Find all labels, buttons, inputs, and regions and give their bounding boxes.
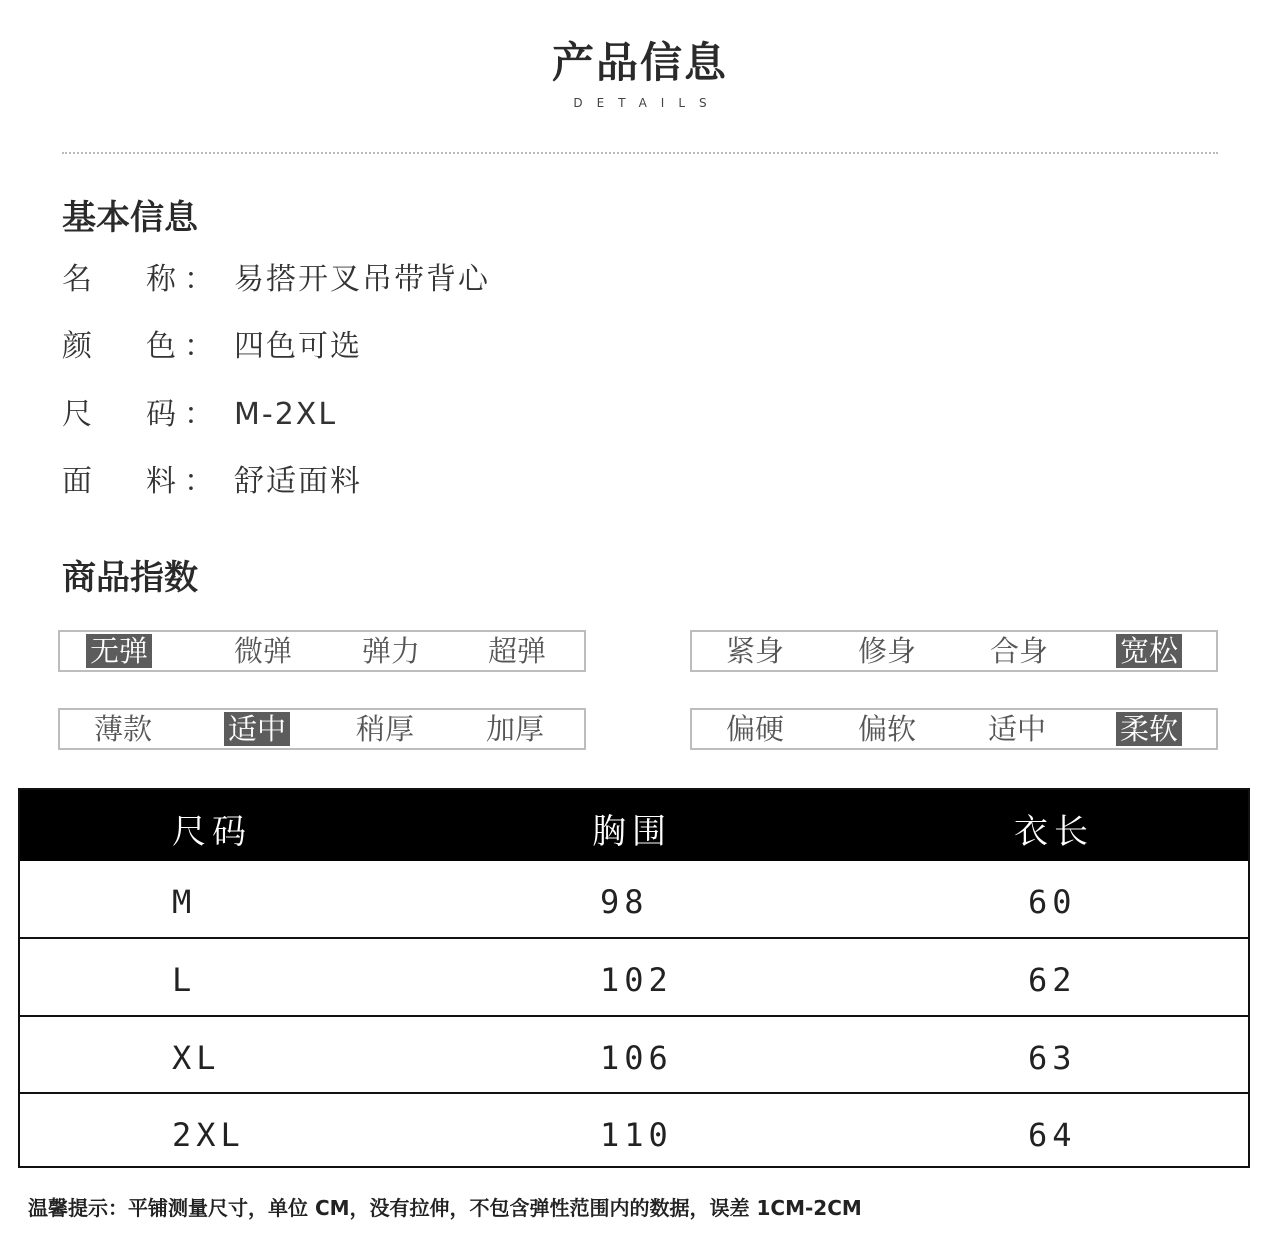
info-key-char: 名 — [62, 262, 92, 297]
elasticity-scale — [58, 630, 586, 672]
dotted-divider — [62, 152, 1218, 154]
scale-option: 修身 — [858, 634, 917, 668]
column-header: 尺码 — [172, 812, 252, 852]
table-cell: 64 — [1028, 1116, 1077, 1154]
info-key-char: 色 — [146, 329, 176, 364]
table-header — [20, 790, 1248, 861]
table-cell: 2XL — [172, 1116, 245, 1154]
scale-option: 稍厚 — [356, 712, 415, 746]
table-cell: 63 — [1028, 1039, 1077, 1077]
scale-option: 紧身 — [726, 634, 785, 668]
table-cell: L — [172, 961, 197, 999]
scale-option: 宽松 — [1116, 634, 1182, 668]
info-key-char: 面 — [62, 464, 92, 499]
info-colon: ： — [184, 262, 214, 297]
scale-option: 无弹 — [86, 634, 152, 668]
scale-option: 偏硬 — [726, 712, 785, 746]
column-header: 衣长 — [1014, 812, 1094, 852]
page-subtitle: DETAILS — [573, 96, 721, 110]
table-cell: 62 — [1028, 961, 1077, 999]
info-colon: ： — [184, 329, 214, 364]
fit-scale — [690, 630, 1218, 672]
table-cell: 110 — [600, 1116, 673, 1154]
info-key-char: 称 — [146, 262, 176, 297]
table-cell: 98 — [600, 883, 649, 921]
info-key-char: 料 — [146, 464, 176, 499]
page-title: 产品信息 — [551, 38, 728, 87]
info-value: 易搭开叉吊带背心 — [234, 262, 490, 297]
table-row — [20, 1015, 1248, 1093]
softness-scale — [690, 708, 1218, 750]
thickness-scale — [58, 708, 586, 750]
scale-option: 加厚 — [486, 712, 545, 746]
table-cell: XL — [172, 1039, 221, 1077]
footer-note: 温馨提示：平铺测量尺寸，单位 CM，没有拉伸，不包含弹性范围内的数据，误差 1CM-2CM — [28, 1196, 862, 1220]
info-key-char: 颜 — [62, 329, 92, 364]
scale-option: 偏软 — [858, 712, 917, 746]
scale-option: 适中 — [224, 712, 290, 746]
scale-option: 弹力 — [362, 634, 421, 668]
info-colon: ： — [184, 397, 214, 432]
scale-option: 合身 — [990, 634, 1049, 668]
scale-option: 微弹 — [234, 634, 293, 668]
info-value: 四色可选 — [234, 329, 362, 364]
info-key-char: 码 — [146, 397, 176, 432]
table-row — [20, 1092, 1248, 1170]
info-colon: ： — [184, 464, 214, 499]
table-cell: M — [172, 883, 197, 921]
table-cell: 60 — [1028, 883, 1077, 921]
table-row — [20, 861, 1248, 939]
scale-option: 薄款 — [94, 712, 153, 746]
info-value: 舒适面料 — [234, 464, 362, 499]
info-key-char: 尺 — [62, 397, 92, 432]
scale-option: 适中 — [988, 712, 1047, 746]
size-table — [18, 788, 1250, 1168]
scale-option: 超弹 — [488, 634, 547, 668]
table-row — [20, 937, 1248, 1015]
info-value: M-2XL — [234, 397, 338, 432]
column-header: 胸围 — [592, 812, 672, 852]
basic-info-title: 基本信息 — [62, 198, 198, 238]
table-cell: 106 — [600, 1039, 673, 1077]
product-index-title: 商品指数 — [62, 558, 198, 598]
table-cell: 102 — [600, 961, 673, 999]
scale-option: 柔软 — [1116, 712, 1182, 746]
